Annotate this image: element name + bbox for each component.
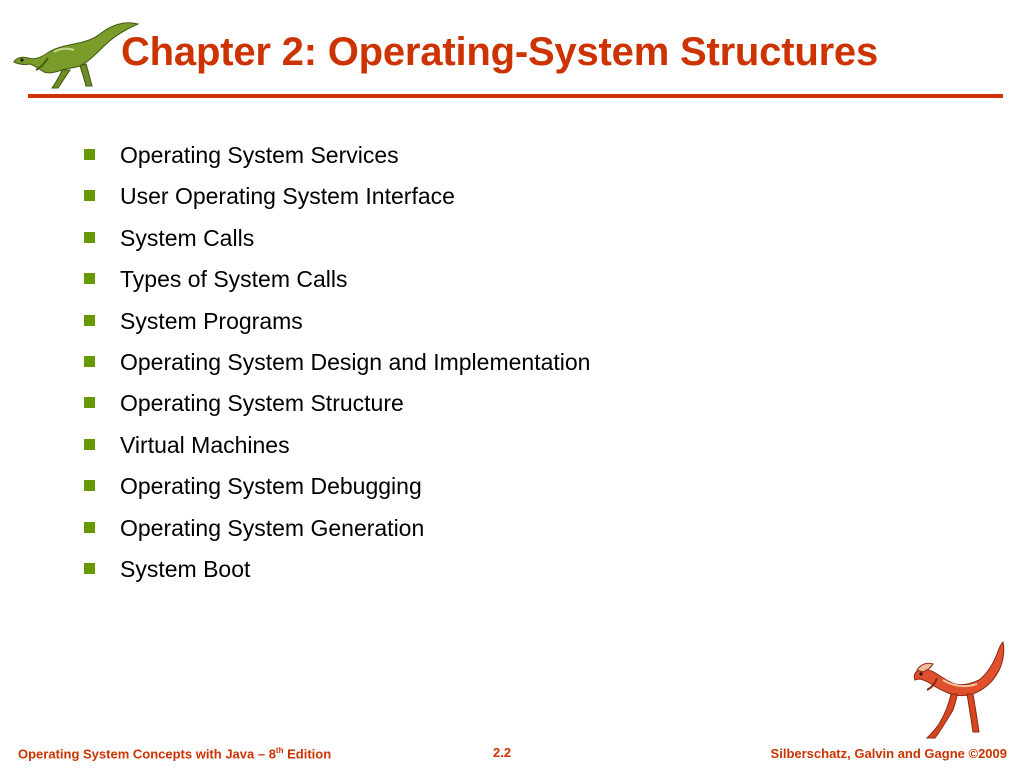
list-item xyxy=(82,181,590,222)
list-item xyxy=(82,554,590,595)
list-item-text: Operating System Generation xyxy=(120,514,425,541)
list-item-text: Virtual Machines xyxy=(120,431,290,458)
square-bullet-icon xyxy=(84,522,95,533)
list-item-text: User Operating System Interface xyxy=(120,183,455,210)
square-bullet-icon xyxy=(84,273,95,284)
list-item xyxy=(82,264,590,305)
square-bullet-icon xyxy=(84,480,95,491)
list-item xyxy=(82,223,590,264)
footer-copyright: Silberschatz, Galvin and Gagne ©2009 xyxy=(770,746,1007,761)
square-bullet-icon xyxy=(84,232,95,243)
footer-page-number: 2.2 xyxy=(493,745,512,760)
list-item xyxy=(82,347,590,388)
topic-list xyxy=(82,140,590,595)
square-bullet-icon xyxy=(84,563,95,574)
square-bullet-icon xyxy=(84,439,95,450)
list-item xyxy=(82,513,590,554)
square-bullet-icon xyxy=(84,397,95,408)
list-item-text: Operating System Structure xyxy=(120,390,404,417)
list-item xyxy=(82,306,590,347)
title-underline xyxy=(28,94,1003,98)
square-bullet-icon xyxy=(84,149,95,160)
list-item-text: System Programs xyxy=(120,307,303,334)
list-item-text: Operating System Services xyxy=(120,142,399,168)
list-item-text: System Calls xyxy=(120,224,255,251)
square-bullet-icon xyxy=(84,315,95,326)
square-bullet-icon xyxy=(84,190,95,201)
red-dinosaur-icon xyxy=(907,638,1011,744)
footer-book-title: Operating System Concepts with Java – 8th Edition xyxy=(18,746,332,762)
list-item xyxy=(82,388,590,429)
slide-title: Chapter 2: Operating-System Structures xyxy=(121,30,879,74)
list-item xyxy=(82,471,590,512)
list-item-text: Operating System Debugging xyxy=(120,473,422,500)
list-item xyxy=(82,430,590,471)
square-bullet-icon xyxy=(84,356,95,367)
list-item-text: System Boot xyxy=(120,555,251,582)
list-item-text: Operating System Design and Implementation xyxy=(120,348,591,375)
list-item xyxy=(82,140,590,181)
list-item-text: Types of System Calls xyxy=(120,266,348,293)
